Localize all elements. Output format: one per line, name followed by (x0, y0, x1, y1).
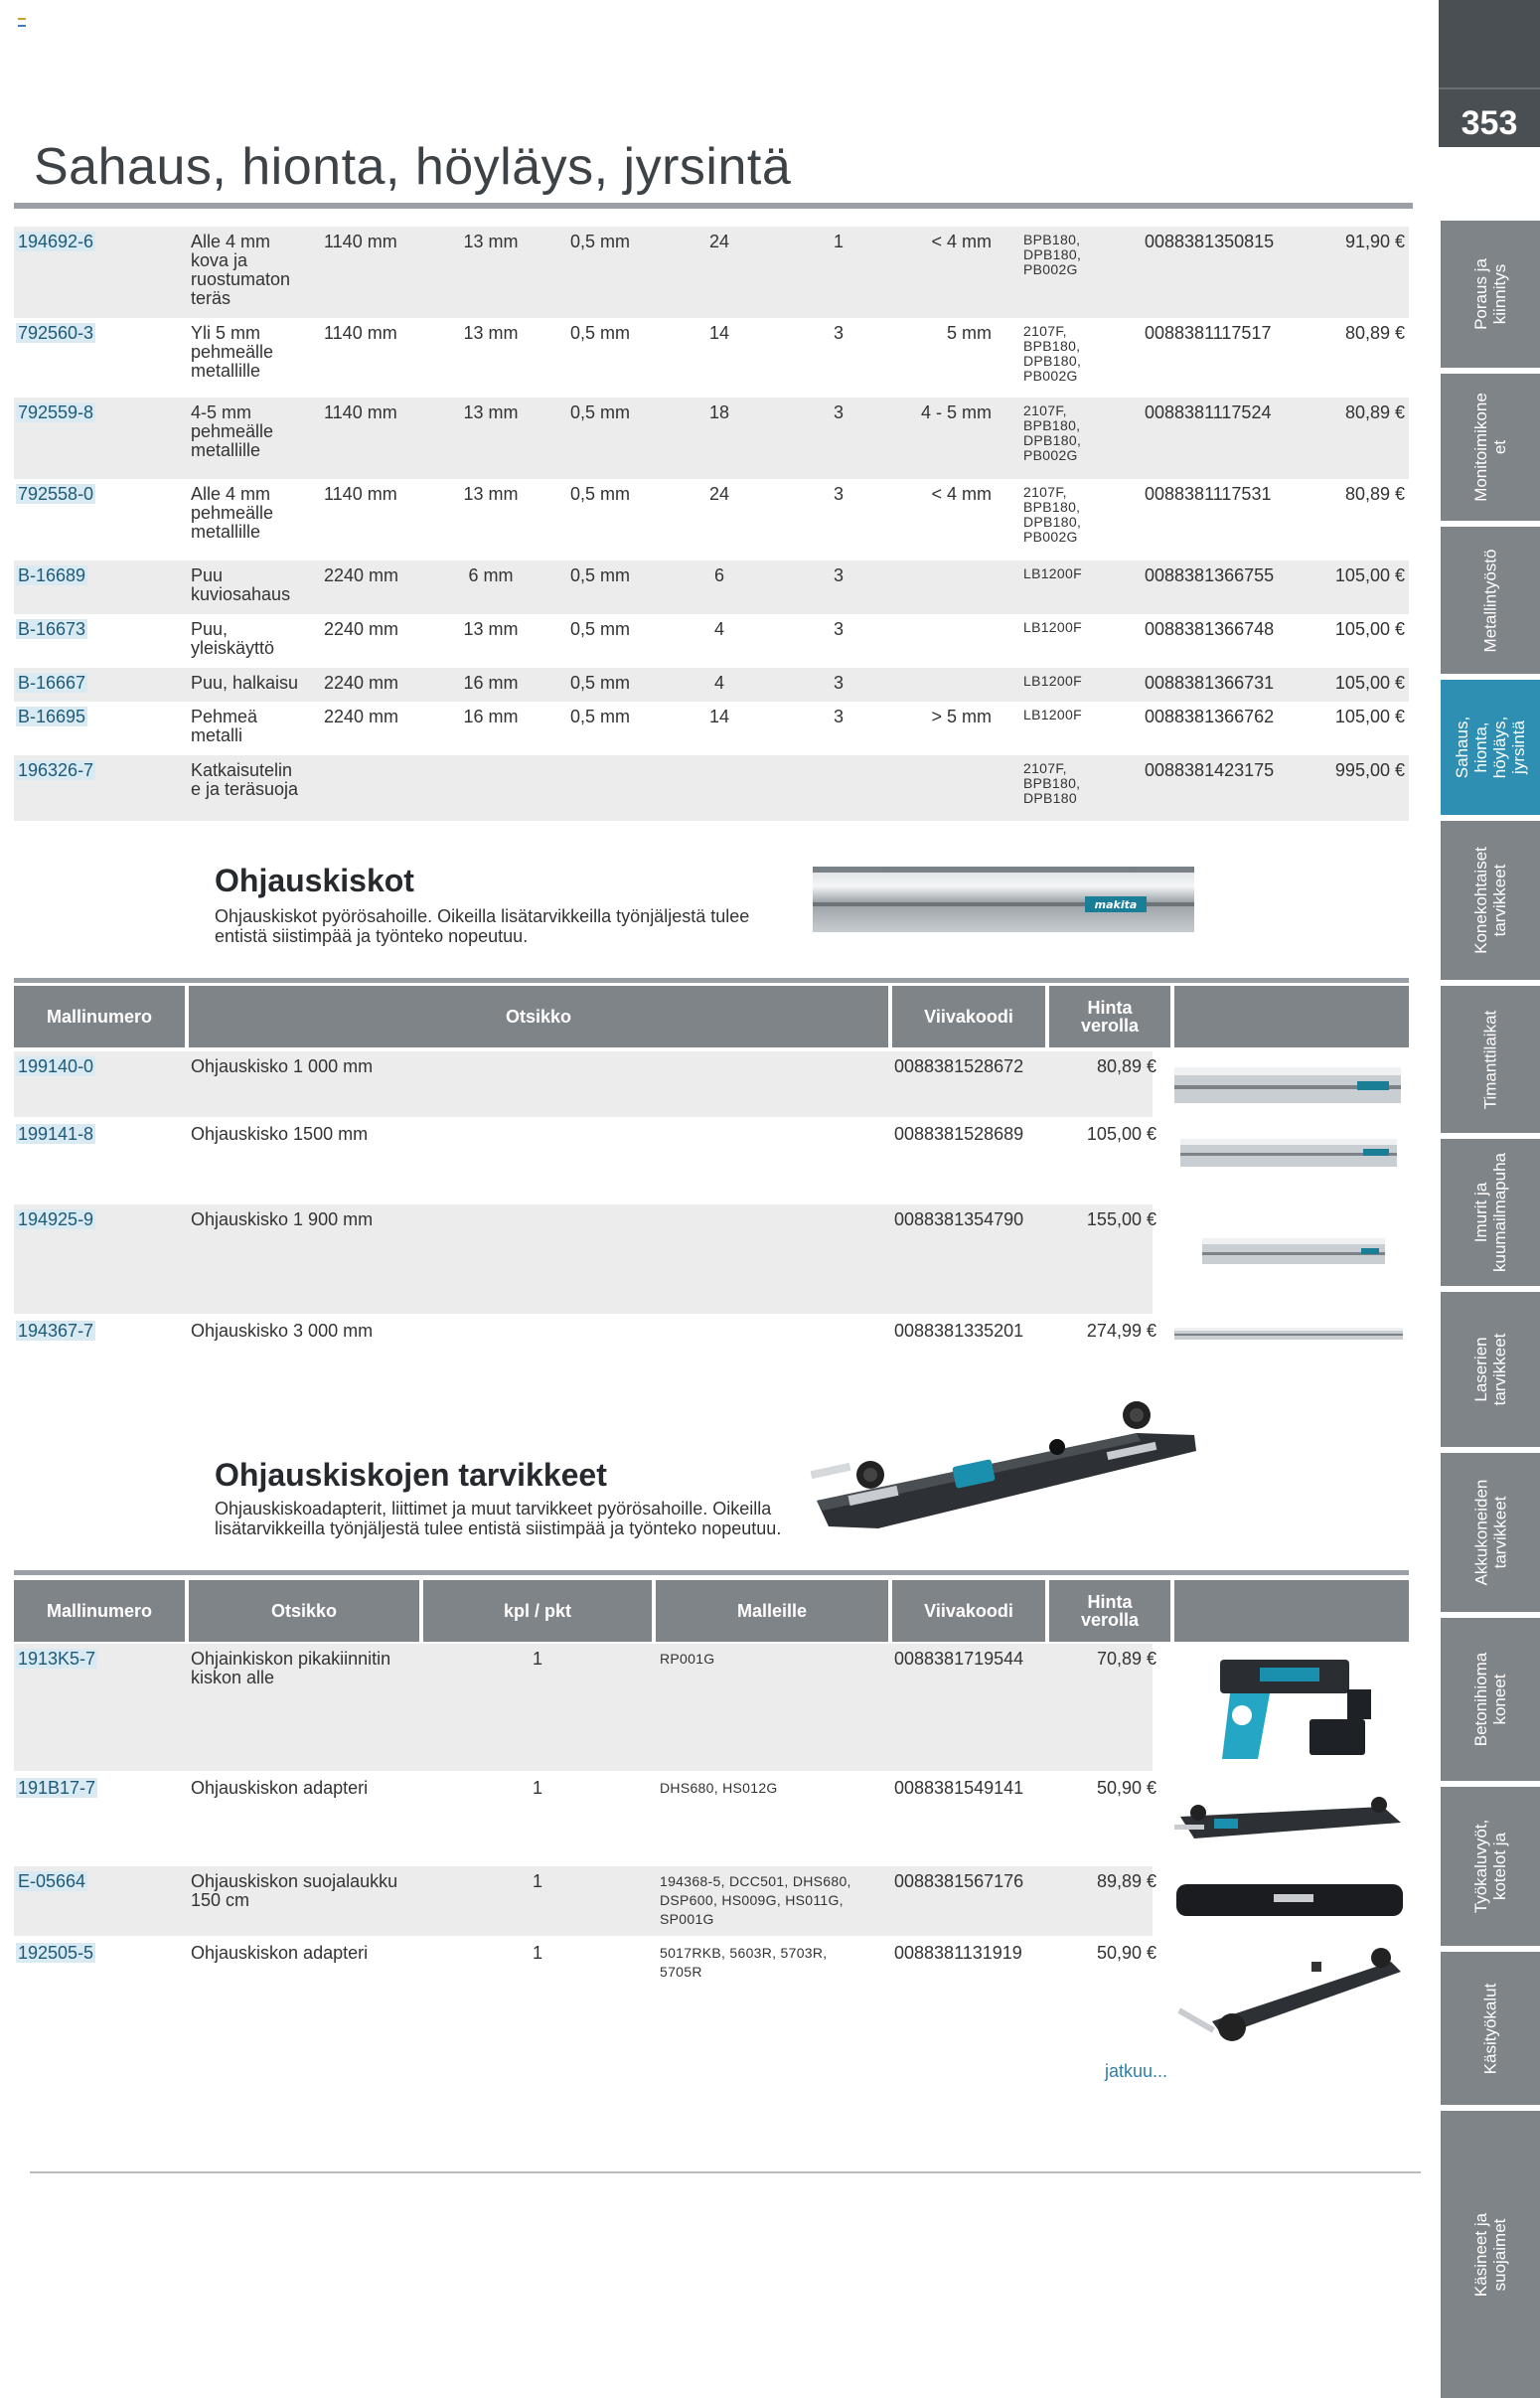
product-code[interactable]: B-16689 (18, 565, 86, 585)
teeth: 4 (713, 619, 724, 639)
teeth: 18 (708, 402, 730, 422)
table-row (14, 1204, 1409, 1314)
side-tab-sahaus[interactable]: Sahaus, hionta, höyläys, jyrsintä (1441, 680, 1540, 815)
thickness: 0,5 mm (570, 484, 631, 504)
product-code[interactable]: 194925-9 (18, 1209, 94, 1229)
accessories-table-header (14, 1580, 1409, 1642)
quick-clamp-image (1200, 1650, 1379, 1767)
thickness: 0,5 mm (570, 232, 631, 251)
product-title: Ohjainkiskon pikakiinnitin kiskon alle (191, 1649, 391, 1687)
thickness: 0,5 mm (570, 323, 631, 343)
pieces-per-pack: 1 (532, 1649, 542, 1669)
table-row (14, 398, 1409, 479)
side-tab-konekohtaiset[interactable]: Konekohtaiset tarvikkeet (1441, 821, 1540, 980)
cut-capacity: 4 - 5 mm (920, 402, 992, 422)
cut-capacity: < 4 mm (931, 484, 992, 504)
description: Yli 5 mm pehmeälle metallille (191, 323, 274, 381)
page-number: 353 (1461, 104, 1518, 142)
product-code[interactable]: B-16673 (18, 619, 86, 639)
header-title: Otsikko (189, 1580, 419, 1642)
price: 50,90 € (1096, 1778, 1156, 1798)
compatible-models: 2107F, BPB180, DPB180, PB002G (1023, 484, 1082, 545)
header-model: Mallinumero (14, 1580, 185, 1642)
width: 13 mm (463, 619, 519, 639)
header-barcode: Viivakoodi (892, 1580, 1045, 1642)
price: 155,00 € (1086, 1209, 1156, 1229)
header-barcode: Viivakoodi (892, 986, 1045, 1047)
rails-section-title: Ohjauskiskot (215, 863, 414, 898)
accessories-section-title: Ohjauskiskojen tarvikkeet (215, 1457, 607, 1493)
rail-thumbnail (1172, 1324, 1405, 1344)
product-code[interactable]: B-16667 (18, 673, 86, 693)
length: 2240 mm (324, 707, 399, 726)
rail-bag-image (1174, 1878, 1405, 1922)
product-code[interactable]: E-05664 (18, 1871, 86, 1891)
price: 274,99 € (1086, 1321, 1156, 1341)
pieces-per-pack: 1 (532, 1871, 542, 1891)
product-code[interactable]: 792558-0 (18, 484, 94, 504)
pieces-per-pack: 1 (532, 1943, 542, 1963)
side-tab-betonihioma[interactable]: Betonihioma koneet (1441, 1618, 1540, 1781)
table-row (14, 755, 1409, 821)
length: 1140 mm (324, 402, 397, 422)
quantity: 3 (833, 484, 844, 504)
price: 105,00 € (1334, 619, 1405, 639)
product-title: Ohjauskisko 1 900 mm (191, 1209, 374, 1229)
barcode: 0088381366731 (1145, 673, 1275, 693)
barcode: 0088381528689 (894, 1124, 1024, 1144)
product-code[interactable]: 194367-7 (18, 1321, 94, 1341)
thickness: 0,5 mm (570, 619, 631, 639)
length: 2240 mm (324, 619, 399, 639)
teeth: 24 (708, 232, 730, 251)
product-title: Ohjauskisko 1500 mm (191, 1124, 369, 1144)
page-title: Sahaus, hionta, höyläys, jyrsintä (34, 138, 792, 196)
side-tab-laserien[interactable]: Laserien tarvikkeet (1441, 1292, 1540, 1447)
price: 80,89 € (1344, 484, 1405, 504)
rails-section-desc: Ohjauskiskot pyörösahoille. Oikeilla lisätarvikkeilla työnjäljestä tulee entistä siistimpää ja työnteko nopeutuu. (215, 906, 750, 946)
table-row (14, 1773, 1409, 1864)
title-divider (14, 203, 1413, 209)
barcode: 0088381423175 (1145, 760, 1275, 780)
product-title: Ohjauskisko 1 000 mm (191, 1056, 374, 1076)
rail-thumbnail (1200, 1234, 1389, 1270)
table-row (14, 668, 1409, 702)
product-code[interactable]: 196326-7 (18, 760, 94, 780)
barcode: 0088381366762 (1145, 707, 1275, 726)
description: Puu kuviosahaus (191, 565, 291, 604)
page-number-box (1439, 0, 1540, 147)
table-row (14, 702, 1409, 755)
teeth: 4 (713, 673, 724, 693)
price: 105,00 € (1334, 707, 1405, 726)
cut-capacity: > 5 mm (931, 707, 992, 726)
table-row (14, 1119, 1409, 1202)
description: Alle 4 mm kova ja ruostumaton teräs (191, 232, 291, 308)
barcode: 0088381350815 (1145, 232, 1275, 251)
continued-link[interactable]: jatkuu... (1105, 2061, 1168, 2081)
compatible-models: LB1200F (1023, 619, 1082, 635)
width: 13 mm (463, 402, 519, 422)
table-row (14, 1866, 1409, 1936)
description: 4-5 mm pehmeälle metallille (191, 402, 274, 460)
accessories-table-top-rule (14, 1570, 1409, 1575)
side-tab-monitoimikone[interactable]: Monitoimikone et (1441, 374, 1540, 521)
length: 1140 mm (324, 484, 397, 504)
barcode: 0088381131919 (894, 1943, 1022, 1963)
table-row (14, 318, 1409, 398)
blade-table (14, 227, 1409, 821)
width: 13 mm (463, 484, 519, 504)
teeth: 14 (708, 323, 730, 343)
rail-logo-text: makita (1094, 898, 1138, 911)
price: 105,00 € (1086, 1124, 1156, 1144)
quantity: 1 (833, 232, 844, 251)
footer-divider (30, 2171, 1421, 2173)
price: 995,00 € (1334, 760, 1405, 780)
product-title: Ohjauskisko 3 000 mm (191, 1321, 374, 1341)
length: 2240 mm (324, 565, 399, 585)
table-row (14, 614, 1409, 668)
price: 105,00 € (1334, 673, 1405, 693)
side-tab-tyokaluvyot[interactable]: Työkaluvyöt, kotelot ja (1441, 1787, 1540, 1946)
teeth: 24 (708, 484, 730, 504)
price: 91,90 € (1344, 232, 1405, 251)
quantity: 3 (833, 673, 844, 693)
header-pkt: kpl / pkt (423, 1580, 652, 1642)
product-code[interactable]: 792560-3 (18, 323, 94, 343)
side-tab-kasineet[interactable]: Käsineet ja suojaimet (1441, 2111, 1540, 2398)
compatible-models: 5017RKB, 5603R, 5703R, 5705R (660, 1945, 828, 1980)
description: Puu, halkaisu (191, 673, 299, 693)
barcode: 0088381567176 (894, 1871, 1024, 1891)
length: 1140 mm (324, 323, 397, 343)
quantity: 3 (833, 565, 844, 585)
header-price: Hinta verolla (1049, 986, 1170, 1047)
width: 13 mm (463, 232, 519, 251)
barcode: 0088381528672 (894, 1056, 1024, 1076)
compatible-models: BPB180, DPB180, PB002G (1023, 232, 1082, 277)
table-row (14, 1938, 1409, 2057)
header-model: Mallinumero (14, 986, 185, 1047)
price: 70,89 € (1096, 1649, 1156, 1669)
cut-capacity: 5 mm (947, 323, 992, 343)
price: 80,89 € (1096, 1056, 1156, 1076)
table-row (14, 560, 1409, 614)
product-code[interactable]: 1913K5-7 (18, 1649, 96, 1669)
side-tab-poraus[interactable]: Poraus ja kiinnitys (1441, 221, 1540, 368)
rails-table-top-rule (14, 978, 1409, 983)
header-models: Malleille (656, 1580, 888, 1642)
quantity: 3 (833, 707, 844, 726)
barcode: 0088381117517 (1145, 323, 1272, 343)
side-tab-akkukoneiden[interactable]: Akkukoneiden tarvikkeet (1441, 1453, 1540, 1612)
table-row (14, 1644, 1409, 1771)
barcode: 0088381117524 (1145, 402, 1272, 422)
header-image (1174, 1580, 1409, 1642)
rail-accessory-image (809, 1391, 1206, 1540)
table-row (14, 1051, 1409, 1117)
header-title: Otsikko (189, 986, 888, 1047)
price: 105,00 € (1334, 565, 1405, 585)
guide-rail-image (811, 863, 1198, 942)
compatible-models: 2107F, BPB180, DPB180, PB002G (1023, 402, 1082, 463)
side-tab-metallintyosto[interactable]: Metallintyöstö (1441, 527, 1540, 674)
compatible-models: 2107F, BPB180, DPB180 (1023, 760, 1081, 806)
barcode: 0088381719544 (894, 1649, 1024, 1669)
compatible-models: LB1200F (1023, 673, 1082, 689)
table-row (14, 227, 1409, 318)
product-code[interactable]: 192505-5 (18, 1943, 94, 1963)
barcode: 0088381335201 (894, 1321, 1024, 1341)
product-code[interactable]: B-16695 (18, 707, 86, 726)
product-code[interactable]: 199140-0 (18, 1056, 94, 1076)
description: Katkaisutelin e ja teräsuoja (191, 760, 299, 799)
price: 80,89 € (1344, 323, 1405, 343)
barcode: 0088381549141 (894, 1778, 1024, 1798)
length: 2240 mm (324, 673, 399, 693)
product-code[interactable]: 792559-8 (18, 402, 94, 422)
quantity: 3 (833, 402, 844, 422)
price: 89,89 € (1096, 1871, 1156, 1891)
product-title: Ohjauskiskon adapteri (191, 1943, 369, 1963)
compatible-models: DHS680, HS012G (660, 1780, 778, 1796)
product-code[interactable]: 191B17-7 (18, 1778, 96, 1798)
thickness: 0,5 mm (570, 673, 631, 693)
header-image (1174, 986, 1409, 1047)
compatible-models: LB1200F (1023, 707, 1082, 722)
price: 80,89 € (1344, 402, 1405, 422)
barcode: 0088381117531 (1145, 484, 1272, 504)
product-title: Ohjauskiskon suojalaukku 150 cm (191, 1871, 398, 1910)
rail-adapter-image (1172, 1942, 1407, 2053)
thickness: 0,5 mm (570, 565, 631, 585)
side-tab-imurit[interactable]: Imurit ja kuumailmapuha (1441, 1139, 1540, 1286)
rail-adapter-image (1174, 1777, 1405, 1860)
product-code[interactable]: 199141-8 (18, 1124, 94, 1144)
description: Puu, yleiskäyttö (191, 619, 275, 658)
length: 1140 mm (324, 232, 397, 251)
thickness: 0,5 mm (570, 402, 631, 422)
width: 13 mm (463, 323, 519, 343)
barcode: 0088381366748 (1145, 619, 1275, 639)
side-tab-kasityokalut[interactable]: Käsityökalut (1441, 1952, 1540, 2105)
thickness: 0,5 mm (570, 707, 631, 726)
description: Pehmeä metalli (191, 707, 258, 745)
compatible-models: RP001G (660, 1651, 715, 1667)
description: Alle 4 mm pehmeälle metallille (191, 484, 274, 542)
cut-capacity: < 4 mm (931, 232, 992, 251)
compatible-models: 2107F, BPB180, DPB180, PB002G (1023, 323, 1082, 384)
compatible-models: 194368-5, DCC501, DHS680, DSP600, HS009G, HS011G, SP001G (660, 1873, 851, 1927)
width: 6 mm (468, 565, 514, 585)
side-tab-timanttilaikat[interactable]: Timanttilaikat (1441, 986, 1540, 1133)
quantity: 3 (833, 323, 844, 343)
rail-thumbnail (1178, 1135, 1401, 1171)
barcode: 0088381354790 (894, 1209, 1024, 1229)
teeth: 6 (713, 565, 724, 585)
table-row (14, 1316, 1409, 1365)
teeth: 14 (708, 707, 730, 726)
width: 16 mm (463, 673, 519, 693)
compatible-models: LB1200F (1023, 565, 1082, 581)
corner-mark-icon (18, 18, 26, 27)
table-row (14, 479, 1409, 560)
width: 16 mm (463, 707, 519, 726)
rails-table-header (14, 986, 1409, 1047)
pieces-per-pack: 1 (532, 1778, 542, 1798)
header-price: Hinta verolla (1049, 1580, 1170, 1642)
price: 50,90 € (1096, 1943, 1156, 1963)
rail-thumbnail (1172, 1063, 1403, 1107)
quantity: 3 (833, 619, 844, 639)
barcode: 0088381366755 (1145, 565, 1275, 585)
product-code[interactable]: 194692-6 (18, 232, 94, 251)
accessories-section-desc: Ohjauskiskoadapterit, liittimet ja muut tarvikkeet pyörösahoille. Oikeilla lisätarvikkeilla työnjäljestä tulee entistä siistimpää ja työnteko nopeutuu. (215, 1499, 782, 1538)
product-title: Ohjauskiskon adapteri (191, 1778, 369, 1798)
